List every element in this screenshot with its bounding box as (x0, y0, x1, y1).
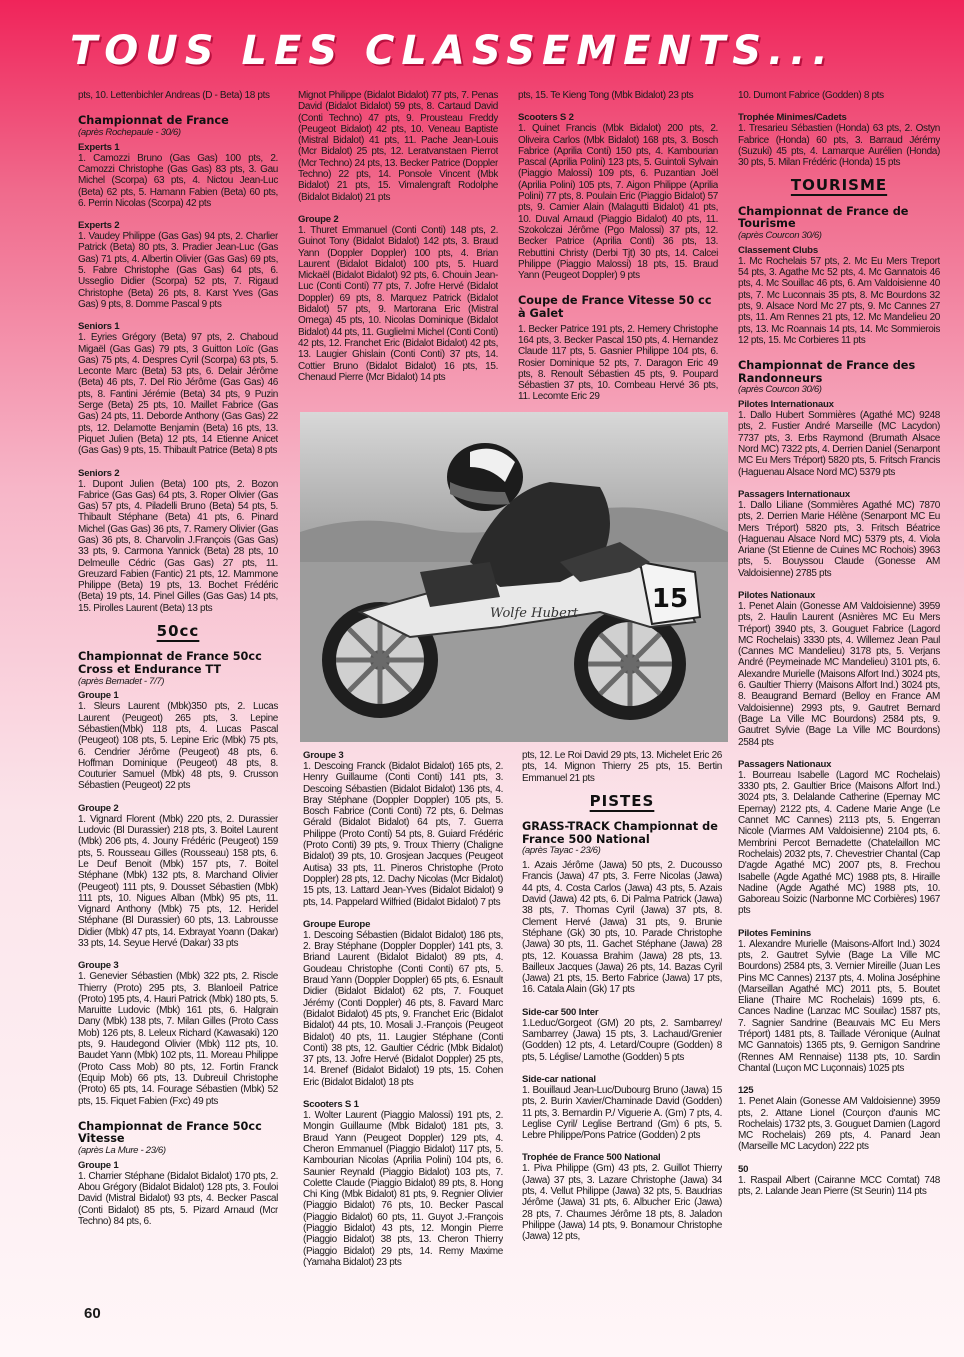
category-block (78, 468, 278, 615)
page-banner-title: TOUS LES CLASSEMENTS... (70, 28, 835, 74)
category-results: 1. Eyries Grégory (Beta) 97 pts, 2. Chaboud Migaël (Gas Gas) 79 pts, 3 Guitton Loïc (Gas Gas) 75 pts, 4. Despres Cyril (Scorpa) 63 pts, 5. Leconte Marc (Beta) 53 pts, 6. Delair Jérôme (Beta) 46 pts, 7. Del Rio Jérôme (Gas Gas) 46 pts, 8. Fantini Jérémie (Beta) 34 pts, 9 Puzin Serge (Beta) 25 pts, 10. Maillet Fabrice (Gas Gas) 24 pts, 11. Deborde Anthony (Gas Gas) 22 pts, 12. Delamotte Benjamin (Beta) 16 pts, 13. Piquet Julien (Beta) 12 pts, 14 Etienne Anicet (Gas Gas) 9 pts, 15. Thibault Patrice (Beta) 8 pts (78, 332, 278, 457)
category-results: 1. Sleurs Laurent (Mbk)350 pts, 2. Lucas Laurent (Peugeot) 265 pts, 3. Lepine Sébastien(Mbk) 118 pts, 4. Lucas Pascal (Peugeot) 108 pts, 5. Lepine Eric (Mbk) 75 pts, 6. Cendrier Jérôme (Peugeot) 48 pts, 6. Hoffman Dominique (Peugeot) 48 pts, 8. Couturier Samuel (Mbk) 48 pts, 9. Crusson Sébastien (Peugeot) 22 pts (78, 701, 278, 792)
category-block (738, 399, 940, 478)
category-block (738, 1085, 940, 1152)
category-heading: 125 (738, 1085, 754, 1097)
category-block (738, 112, 940, 168)
competition-title: Championnat de France (78, 114, 229, 128)
category-results: 1. Penet Alain (Gonesse AM Valdoisienne) 3959 pts, 2. Haulin Laurent (Asnières MC Eu Mers Tréport) 3940 pts, 3. Gouguet Fabrice (Lagord MC Rochelais) 3330 pts, 4. Willemez Jean Paul (Cannes MC Mandelieu) 3178 pts, 5. Verjans André (Peymeinade MC Mandelieu) 3101 pts, 6. Alexandre Murielle (Maisons Alfort Ind.) 3024 pts, 6. Gaultier Thierry (Maisons Alfort Ind.) 3024 pts, 8. Beaugrand Bernard (Belloy en France AM Valdoisienne) 2993 pts, 9. Gautret Bernard (Bage La Ville MC Bourdons) 2584 pts, 9. Gautret Sylvie (Bage La Ville MC Bourdons) 2584 pts (738, 600, 940, 748)
results-text: pts, 12. Le Roi David 29 pts, 13. Michelet Eric 26 pts, 14. Mignon Thierry 25 pts, 15. Bertin Emmanuel 21 pts (522, 750, 722, 784)
category-heading: Side-car 500 Inter (522, 1006, 599, 1018)
results-paragraph (518, 90, 718, 101)
category-heading: Groupe 2 (78, 802, 119, 814)
category-block (78, 321, 278, 456)
category-heading: Scooters S 1 (303, 1099, 359, 1111)
competition-date: (après Bernadet - 7/7) (78, 675, 165, 687)
category-results: 1. Penet Alain (Gonesse AM Valdoisienne) 3959 pts, 2. Attane Lionel (Courçon d'aunis MC Rochelais) 1732 pts, 3. Gouguet Damien (Lagord MC Rochelais) 269 pts, 4. Panard Jean (Marseille MC Lacydon) 222 pts (738, 1096, 940, 1153)
category-results: 1. Dallo Liliane (Sommières Agathé MC) 7870 pts, 2. Derrien Marie Hélène (Senarpont MC Eu Mers Tréport) 5820 pts, 3. Fritsch Béatrice (Haguenau Alsace Nord MC) 5379 pts, 4. Viola Ariane (St Etienne de Cuines MC Rochois) 3963 pts, 5. Bouyssou Claude (Gonesse AM Valdoisienne) 2785 pts (738, 499, 940, 579)
competition-title: Championnat de France 50cc Vitesse (78, 1119, 262, 1146)
category-heading: Pilotes Feminins (738, 927, 812, 939)
category-results: 1. Genevier Sébastien (Mbk) 322 pts, 2. Riscle Thierry (Proto) 295 pts, 3. Blanloeil Patrice (Proto) 195 pts, 4. Hauri Patrick (Mbk) 180 pts, 5. Maruitte Ludovic (Mbk) 161 pts, 6. Halgrain Dany (Mbk) 138 pts, 7. Milan Gilles (Proto Cass Mob) 126 pts, 8. Leleux Richard (Kawasaki) 120 pts, 9. Haudegond Olivier (Mbk) 112 pts, 10. Baudet Yann (Mbk) 102 pts, 11. Moreau Philippe (Proto Cass Mob) 80 pts, 12. Fortin Franck (Equip Mob) 66 pts, 13. Dubreuil Christophe (Proto) 65 pts, 14. Fourage Sébastien (Mbk) 52 pts, 15. Fiquet Fabien (Fxc) 49 pts (78, 971, 278, 1107)
category-results: 1. Bouillaud Jean-Luc/Dubourg Bruno (Jawa) 15 pts, 2. Burin Xavier/Chaminade David (Godden) 11 pts, 3. Bernardin P./ Viguerie A. (Gm) 7 pts, 4. Leglise Cyril/ Leglise Bertrand (Gm) 6 pts, 5. Lebre Philippe/Pons Patrice (Godden) 2 pts (522, 1084, 722, 1142)
category-heading: Groupe Europe (303, 918, 371, 930)
category-results: 1. Quinet Francis (Mbk Bidalot) 200 pts, 2. Oliveira Carlos (Mbk Bidalot) 168 pts, 3. Bosch Fabrice (Aprilia Conti) 150 pts, 4. Kambourian Pascal (Aprilia Polini) 123 pts, 5. Guintoli Sylvain (Piaggio Malossi) 109 pts, 6. Puzantian Joël (Aprilia Polini) 105 pts, 7. Aigon Philippe (Aprilia Polini) 77 pts, 8. Poulain Eric (Piaggio Bidalot) 57 pts, 9. Camier Alain (Malagutti Bidalot) 41 pts, 10. Duval Arnaud (Piaggio Bidalot) 40 pts, 11. Szokolczai Jérôme (Pgo Malossi) 37 pts, 12. Becker Patrice (Aprilia Conti) 36 pts, 13. Rebuttini Christy (Derbi Tjt) 30 pts, 14. Calcei Philippe (Piaggio Malossi) 18 pts, 15. Braud Yann (Peugeot Doppler) 9 pts (518, 123, 718, 282)
page-number: 60 (84, 1305, 101, 1322)
category-block (78, 803, 278, 950)
results-paragraph (518, 324, 718, 403)
category-heading: Pilotes Internationaux (738, 399, 834, 411)
category-results: 1. Bourreau Isabelle (Lagord MC Rochelais) 3330 pts, 2. Gaultier Brice (Maisons Alfort Ind.) 3024 pts, 3. Delalande Catherine (Epernay MC Epernay) 2122 pts, 4. Cadene Marie Ange (Le Cannet MC Cannes) 2113 pts, 5. Engerran Nicole (Viarmes AM Valdoisienne) 2104 pts, 6. Membrini Percot Bernadette (Chatelaillon MC Rochelais) 2032 pts, 7. Chevestrier Chantal (Cap D'agde Agathé MC) 2007 pts, 8. Frechou Isabelle (Agde Agathé MC) 1988 pts, 8. Hiraille Nadine (Agde Agathé MC) 1988 pts, 10. Gaboreau Soizic (Narbonne MC Corbières) 1967 pts (738, 769, 940, 917)
category-block (738, 1164, 940, 1198)
category-block (738, 759, 940, 917)
competition-heading (78, 1121, 278, 1157)
category-heading: Classement Clubs (738, 244, 818, 256)
category-results: 1. Descoing Franck (Bidalot Bidalot) 165 pts, 2. Henry Guillaume (Conti Conti) 141 pts, 3. Descoing Sébastien (Bidalot Bidalot) 136 pts, 4. Bray Stéphane (Doppler Doppler) 105 pts, 5. Bosch Fabrice (Conti Conti) 72 pts, 6. Delmas Gérald (Bidalot Bidalot) 64 pts, 7. Guerra Philippe (Proto Conti) 54 pts, 8. Guiard Frédéric (Proto Conti) 39 pts, 9. Troux Thierry (Chaligne Bidalot) 39 pts, 10. Grosjean Jacques (Peugeot Autisa) 33 pts, 11. Pineros Christophe (Proto Doppler) 28 pts, 12. Dachy Nicolas (Mcr Bidalot) 15 pts, 13. Lattard Jean-Yves (Bidalot Bidalot) 9 pts, 14. Pappelard Wilfried (Bidalot Bidalot) 7 pts (303, 761, 503, 908)
race-photo (300, 412, 728, 742)
category-block (738, 928, 940, 1075)
category-heading: Experts 2 (78, 220, 120, 232)
section-title: PISTES (589, 791, 655, 810)
competition-date: (après Courcon 30/6) (738, 384, 822, 396)
category-block (78, 690, 278, 791)
competition-title: Championnat de France de Tourisme (738, 204, 909, 231)
category-block (738, 245, 940, 346)
category-block (298, 214, 498, 383)
category-results: 1. Charrier Stéphane (Bidalot Bidalot) 170 pts, 2. Abou Grégory (Bidalot Bidalot) 128 pts, 3. Fouloi David (Mistral Bidalot) 93 pts, 4. Becker Pascal (Conti Bidalot) 85 pts, 5. Pizard Arnaud (Mcr Techno) 84 pts, 6. (78, 1170, 278, 1228)
competition-heading (518, 295, 718, 320)
category-block (303, 919, 503, 1088)
category-block (78, 142, 278, 209)
category-block (303, 1099, 503, 1268)
results-paragraph (522, 750, 722, 784)
competition-title: Championnat de France des Randonneurs (738, 359, 916, 385)
category-block (522, 1152, 722, 1242)
section-title: TOURISME (790, 176, 888, 195)
column-2-top (298, 90, 498, 408)
column-3-bottom (522, 750, 722, 1315)
competition-date: (après La Mure - 23/6) (78, 1145, 166, 1157)
competition-date: (après Courcon 30/6) (738, 229, 822, 241)
category-heading: 50 (738, 1163, 749, 1175)
category-results: 1. Mc Rochelais 57 pts, 2. Mc Eu Mers Treport 54 pts, 3. Agathe Mc 52 pts, 4. Mc Gannatois 46 pts, 4. Mc Souillac 46 pts, 6. Am Valdoisienne 40 pts, 7. Mc Luconnais 35 pts, 8. Mc Bourdons 32 pts, 9. Alsace Nord Mc 27 pts, 9. Mc Cannes 27 pts, 11. Am Rennes 21 pts, 12. Mc Mandelieu 20 pts, 13. Mc Roannais 14 pts, 14. Mc Sommierois 12 pts, 15. Mc Corbieres 11 pts (738, 255, 940, 346)
category-block (522, 1074, 722, 1141)
competition-heading (738, 360, 940, 396)
category-results: 1. Wolter Laurent (Piaggio Malossi) 191 pts, 2. Mongin Guillaume (Mbk Bidalot) 181 pts, 3. Braud Yann (Peugeot Doppler) 129 pts, 4. Cheron Emmanuel (Piaggio Bidalot) 117 pts, 5. Kambourian Nicolas (Aprilia Polini) 104 pts, 6. Saunier Reynald (Piaggio Bidalot) 103 pts, 7. Colette Claude (Piaggio Bidalot) 89 pts, 8. Hong Chi King (Mbk Bidalot) 81 pts, 9. Regnier Olivier (Piaggio Bidalot) 76 pts, 10. Becker Pascal (Piaggio Bidalot) 60 pts, 11. Guyot J.-François (Piaggio Bidalot) 43 pts, 12. Mongin Pierre (Piaggio Bidalot) 38 pts, 13. Cheron Thierry (Piaggio Bidalot) 29 pts, 14. Remy Maxime (Yamaha Bidalot) 23 pts (303, 1110, 503, 1268)
category-heading: Groupe 2 (298, 213, 339, 225)
category-heading: Trophée de France 500 National (522, 1152, 661, 1164)
category-block (738, 489, 940, 579)
category-results: 1. Vaudey Philippe (Gas Gas) 94 pts, 2. Charlier Patrick (Beta) 80 pts, 3. Pradier Jean-Luc (Gas Gas) 71 pts, 4. Albertin Olivier (Gas Gas) 69 pts, 5. Fabre Christophe (Gas Gas) 64 pts, 6. Usseglio Didier (Scorpa) 52 pts, 7. Rigaud Christophe (Beta) 26 pts, 8. Karst Yves (Gas Gas) 9 pts, 8. Domme Pascal 9 pts (78, 231, 278, 310)
category-block (738, 590, 940, 748)
results-text: pts, 15. Te Kieng Tong (Mbk Bidalot) 23 pts (518, 90, 694, 101)
column-4 (738, 90, 940, 1315)
category-block (78, 960, 278, 1107)
competition-heading (522, 821, 722, 857)
category-heading: Scooters S 2 (518, 112, 574, 124)
category-heading: Passagers Internationaux (738, 488, 850, 500)
category-block (303, 750, 503, 908)
category-results: 1. Vignard Florent (Mbk) 220 pts, 2. Durassier Ludovic (Bl Durassier) 218 pts, 3. Boitel Laurent (Mbk) 206 pts, 4. Jouny Frédéric (Peugeot) 159 pts, 5. Rousseau Gilles (Rousseau) 158 pts, 6. Le Deuf Benoit (Mbk) 157 pts, 7. Boitel Stéphane (Mbk) 132 pts, 8. Marchand Olivier (Peugeot) 111 pts, 9. Dousset Sébastien (Mbk) 111 pts, 10. Nigues Alban (Mbk) 95 pts, 11. Vignard Anthony (Mbk) 75 pts, 12. Heridel Stéphane (Bl Durassier) 60 pts, 13. Labrousse Didier (Mbk) 47 pts, 14. Exbrayat Yoann (Dakar) 33 pts, 14. Seyue Hervé (Dakar) 33 pts (78, 813, 278, 949)
competition-heading (738, 206, 940, 242)
category-heading: Seniors 1 (78, 321, 120, 333)
category-block (518, 112, 718, 281)
section-title: 50cc (156, 622, 200, 641)
category-block (522, 1007, 722, 1063)
category-results: 1. Descoing Sébastien (Bidalot Bidalot) 186 pts, 2. Bray Stéphane (Doppler Doppler) 141 pts, 3. Briand Laurent (Bidalot Bidalot) 89 pts, 4. Goudeau Christophe (Conti Conti) 67 pts, 5. Braud Yann (Doppler Doppler) 65 pts, 6. Esnault Didier (Bidalot Bidalot) 62 pts, 7. Fouquet Jérémy (Conti Doppler) 46 pts, 8. Favard Marc (Bidalot Bidalot) 45 pts, 9. Franchet Eric (Bidalot Bidalot) 44 pts, 10. Mosali J.-François (Peugeot Bidalot) 40 pts, 11. Laugier Stéphane (Conti Conti) 38 pts, 12. Gaultier Cédric (Mbk Bidalot) 37 pts, 13. Jofre Hervé (Bidalot Doppler) 25 pts, 14. Brenef (Bidalot Bidalot) 19 pts, 15. Cohen Eric (Bidalot Bidalot) 18 pts (303, 929, 503, 1088)
competition-date: (après Rochepaule - 30/6) (78, 126, 181, 138)
category-heading: Groupe 1 (78, 1159, 119, 1171)
results-text: 1. Becker Patrice 191 pts, 2. Hemery Christophe 164 pts, 3. Becker Pascal 150 pts, 4. Hernandez Claude 117 pts, 5. Gasnier Philippe 104 pts, 6. Rosier Dominique 52 pts, 7. Daragon Eric 49 pts, 8. Renoult Sébastien 45 pts, 9. Poupard Sébastien 37 pts, 10. Combeau Hervé 36 pts, 11. Lecomte Eric 29 (518, 323, 718, 403)
category-results: 1.Leduc/Gorgeot (GM) 20 pts, 2. Sambarrey/ Sambarrey (Jawa) 15 pts, 3. Lachaud/Grenier (Godden) 12 pts, 4. Letard/Coupre (Godden) 8 pts, 5. Léglise/ Lamothe (Godden) 5 pts (522, 1017, 722, 1063)
motorcycle-rider-photo (300, 412, 728, 742)
results-paragraph (78, 90, 278, 101)
category-heading: Groupe 1 (78, 690, 119, 702)
competition-date: (après Tayac - 23/6) (522, 845, 601, 857)
rider-helmet (447, 443, 523, 511)
results-paragraph (738, 90, 940, 101)
category-heading: Groupe 3 (78, 960, 119, 972)
category-results: 1. Raspail Albert (Cairanne MCC Comtat) 748 pts, 2. Lalande Jean Pierre (St Seurin) 114 pts (738, 1174, 940, 1198)
results-text: pts, 10. Lettenbichler Andreas (D - Beta) 18 pts (78, 90, 270, 101)
column-3-top (518, 90, 718, 408)
fairing-lettering: Wolfe Hubert (490, 606, 579, 621)
category-heading: Trophée Minimes/Cadets (738, 112, 847, 124)
category-block (78, 220, 278, 310)
competition-heading (78, 115, 278, 138)
category-results: 1. Alexandre Murielle (Maisons-Alfort Ind.) 3024 pts, 2. Gautret Sylvie (Bage La Ville MC Bourdons) 2584 pts, 3. Vernier Mireille (Juan Les Pins MC Cannes) 2137 pts, 4. Molina Joséphine (Marseillan Agathé MC) 2011 pts, 5. Boutet Eliane (Thaire MC Rochelais) 1699 pts, 6. Cances Nadine (Lanzac MC Souilac) 1587 pts, 7. Sagnier Sandrine (Beauvais MC Eu Mers Tréport) 1481 pts, 8. Taillade Véronique (Aulnat MC Gannatois) 1365 pts, 9. Gernigon Sandrine (Rennes AM Rennaise) 1138 pts, 10. Sardin Chantal (Luçon MC Luçonnais) 1025 pts (738, 938, 940, 1074)
category-results: 1. Thuret Emmanuel (Conti Conti) 148 pts, 2. Guinot Tony (Bidalot Bidalot) 142 pts, 3. Braud Yann (Doppler Doppler) 100 pts, 4. Brian Laurent (Bidalot Bidalot) 100 pts, 5. Huard Mickaël (Bidalot Bidalot) 92 pts, 6. Chouin Jean-Luc (Conti Conti) 77 pts, 7. Jofre Hervé (Bidalot Doppler) 69 pts, 8. Marquez Patrick (Bidalot Bidalot) 57 pts, 9. Martorana Eric (Mistral Omega) 45 pts, 10. Nicolas Dominique (Bidalot Bidalot) 44 pts, 11. Guglielmi Michel (Conti Conti) 42 pts, 12. Franchet Eric (Bidalot Bidalot) 42 pts, 13. Laugier Ghislain (Conti Conti) 37 pts, 14. Cottier Bruno (Bidalot Bidalot) 16 pts, 15. Chenaud Pierre (Mcr Bidalot) 14 pts (298, 224, 498, 383)
category-results: 1. Camozzi Bruno (Gas Gas) 100 pts, 2. Camozzi Christophe (Gas Gas) 83 pts, 3. Gau Michel (Scorpa) 63 pts, 4. Nictou Jean-Luc (Beta) 62 pts, 5. Hamann Fabien (Beta) 60 pts, 6. Perrin Nicolas (Scorpa) 42 pts (78, 152, 278, 209)
category-results: 1. Piva Philippe (Gm) 43 pts, 2. Guillot Thierry (Jawa) 37 pts, 3. Lazare Christophe (Jawa) 34 pts, 4. Vellut Philippe (Jawa) 32 pts, 5. Baudrias Jérôme (Jawa) 31 pts, 6. Albucher Eric (Jawa) 28 pts, 7. Chaumes Jérôme 18 pts, 8. Jaladon Philippe (Jawa) 14 pts, 9. Bonamour Christophe (Jawa) 12 pts, (522, 1163, 722, 1243)
category-heading: Groupe 3 (303, 750, 344, 761)
category-results: 1. Dallo Hubert Sommières (Agathé MC) 9248 pts, 2. Fustier André Marseille (MC Lacydon) 7737 pts, 3. Erbs Raymond (Brumath Alsace Nord MC) 7322 pts, 4. Derrien Daniel (Senarpont MC Eu Mers Tréport) 5820 pts, 5. Fritsch Francis (Haguenau Alsace Nord MC) 5379 pts (738, 410, 940, 478)
competition-title: Championnat de France 50cc Cross et Endurance TT (78, 650, 262, 676)
results-text: Mignot Philippe (Bidalot Bidalot) 77 pts, 7. Penas David (Bidalot Bidalot) 59 pts, 8. Cartaud David (Conti Techno) 47 pts, 9. Prousteau Freddy (Peugeot Bidalot) 42 pts, 10. Veneau Baptiste (Mistral Bidalot) 41 pts, 11. Pache Jean-Louis (Mcr Bidalot) 25 pts, 12. Leratvanstaen Pierrot (Mcr Techno) 24 pts, 13. Becker Patrice (Doppler Techno) 22 pts, 14. Ponsole Vincent (Mbk Bidalot) 21 pts, 15. Vimalengraft Rodolphe (Bidalot Bidalot) 21 pts (298, 90, 498, 203)
competition-title: GRASS-TRACK Championnat de France 500 National (522, 820, 718, 846)
results-paragraph (522, 860, 722, 996)
competition-title: Coupe de France Vitesse 50 cc à Galet (518, 294, 712, 321)
category-results: 1. Dupont Julien (Beta) 100 pts, 2. Bozon Fabrice (Gas Gas) 64 pts, 3. Roper Olivier (Gas Gas) 57 pts, 4. Piladelli Bruno (Beta) 54 pts, 5. Thibault Stéphane (Beta) 41 pts, 6. Pinard Michel (Gas Gas) 36 pts, 7. Ramery Olivier (Gas Gas) 36 pts, 8. Charvolin J.François (Gas Gas) 33 pts, 9. Carmona Yannick (Beta) 28 pts, 10 Delmeulle Cédric (Gas Gas) 27 pts, 11. Greuzard Fabien (Fantic) 21 pts, 12. Mammone Philippe (Beta) 19 pts, 13. Bochet Frédéric (Beta) 19 pts, 14. Pinel Gilles (Gas Gas) 14 pts, 15. Pirolles Laurent (Beta) 13 pts (78, 478, 278, 614)
column-1 (78, 90, 278, 1305)
results-text: 10. Dumont Fabrice (Godden) 8 pts (738, 90, 884, 101)
results-paragraph (298, 90, 498, 203)
category-block (78, 1160, 278, 1227)
results-text: 1. Azais Jérôme (Jawa) 50 pts, 2. Ducousso Francis (Jawa) 47 pts, 3. Ferre Nicolas (Jawa) 44 pts, 4. Costa Carlos (Jawa) 43 pts, 5. Azais David (Jawa) 42 pts, 6. Di Palma Patrick (Jawa) 38 pts, 7. Thomas Cyril (Jawa) 37 pts, 8. Clement Hervé (Jawa) 31 pts, 9. Brunie Stéphane (Gk) 30 pts, 10. Parade Christophe (Jawa) 30 pts, 11. Gachet Stéphane (Jawa) 28 pts, 12. Kouassa Brahim (Jawa) 28 pts, 13. Bailleux Jacques (Jawa) 26 pts, 14. Bazas Cyril (Jawa) 21 pts, 15. Berto Fabrice (Jawa) 17 pts, 16. Catala Alain (Gk) 17 pts (522, 860, 722, 996)
category-results: 1. Tresarieu Sébastien (Honda) 63 pts, 2. Ostyn Fabrice (Honda) 60 pts, 3. Barraud Jérémy (Suzuki) 45 pts, 4. Lamarque Aurélien (Honda) 30 pts, 5. Milan Frédéric (Honda) 15 pts (738, 123, 940, 169)
category-heading: Passagers Nationaux (738, 758, 832, 770)
category-heading: Experts 1 (78, 141, 120, 153)
competition-heading (78, 651, 278, 687)
column-2-bottom (303, 750, 503, 1315)
plate-number: 15 (651, 584, 689, 614)
category-heading: Pilotes Nationaux (738, 589, 816, 601)
category-heading: Side-car national (522, 1073, 596, 1085)
category-heading: Seniors 2 (78, 467, 120, 479)
